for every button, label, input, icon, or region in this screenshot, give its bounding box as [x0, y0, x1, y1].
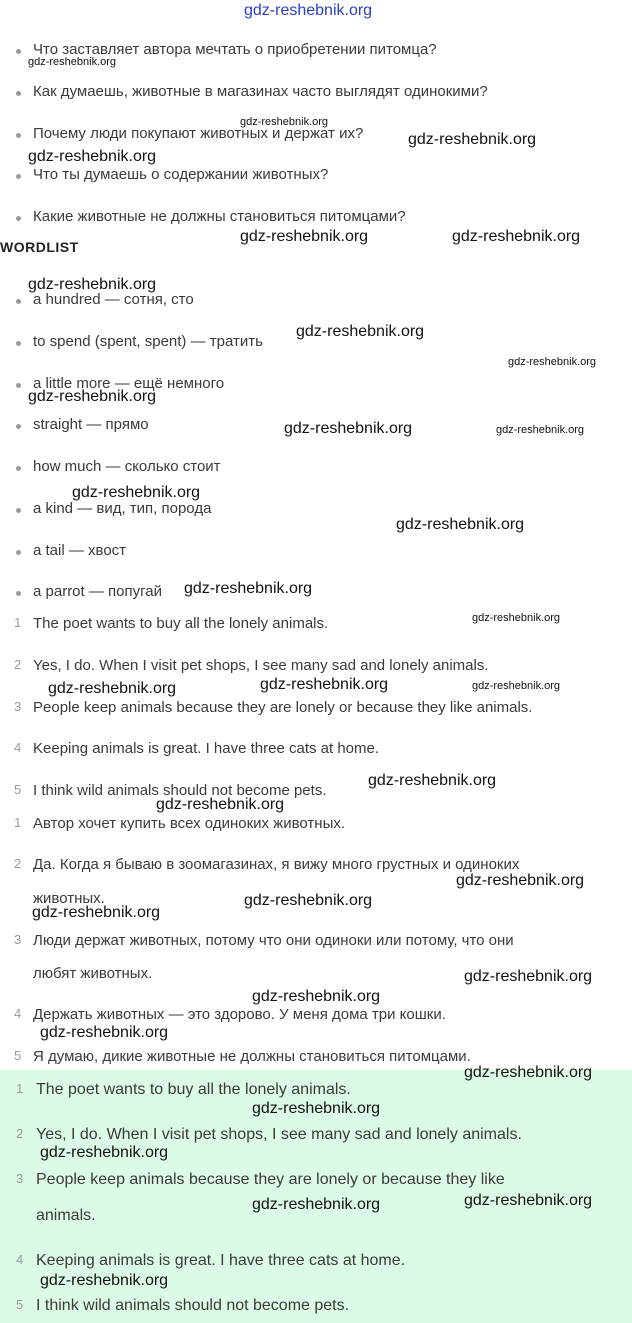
watermark: gdz-reshebnik.org — [408, 131, 537, 148]
watermark: gdz-reshebnik.org — [296, 323, 425, 340]
watermark: gdz-reshebnik.org — [72, 484, 201, 501]
watermark: gdz-reshebnik.org — [28, 148, 157, 165]
watermark: gdz-reshebnik.org — [508, 356, 597, 368]
watermark: gdz-reshebnik.org — [28, 276, 157, 293]
watermark: gdz-reshebnik.org — [40, 1024, 169, 1041]
watermark: gdz-reshebnik.org — [244, 892, 373, 909]
bullet-icon — [16, 508, 21, 513]
watermark: gdz-reshebnik.org — [252, 1100, 381, 1117]
watermark: gdz-reshebnik.org — [48, 680, 177, 697]
watermark: gdz-reshebnik.org — [252, 988, 381, 1005]
watermark: gdz-reshebnik.org — [240, 228, 369, 245]
watermark: gdz-reshebnik.org — [284, 420, 413, 437]
bullet-icon — [16, 591, 21, 596]
bullet-icon — [16, 383, 21, 388]
bullet-icon — [16, 299, 21, 304]
header-watermark[interactable]: gdz-reshebnik.org — [244, 2, 373, 19]
bullet-icon — [16, 341, 21, 346]
watermark: gdz-reshebnik.org — [472, 612, 561, 624]
wordlist-heading: WORDLIST — [0, 239, 79, 255]
watermark: gdz-reshebnik.org — [240, 116, 329, 128]
watermark: gdz-reshebnik.org — [396, 516, 525, 533]
watermark: gdz-reshebnik.org — [32, 904, 161, 921]
watermark: gdz-reshebnik.org — [40, 1144, 169, 1161]
bullet-icon — [16, 174, 21, 179]
watermark: gdz-reshebnik.org — [456, 872, 585, 889]
bullet-icon — [16, 91, 21, 96]
watermark: gdz-reshebnik.org — [452, 228, 581, 245]
watermark: gdz-reshebnik.org — [472, 680, 561, 692]
watermark: gdz-reshebnik.org — [252, 1196, 381, 1213]
bullet-icon — [16, 550, 21, 555]
watermark: gdz-reshebnik.org — [28, 388, 157, 405]
bullet-icon — [16, 216, 21, 221]
bullet-icon — [16, 49, 21, 54]
bullet-icon — [16, 466, 21, 471]
bullet-icon — [16, 133, 21, 138]
watermark: gdz-reshebnik.org — [368, 772, 497, 789]
watermark: gdz-reshebnik.org — [464, 1064, 593, 1081]
watermark: gdz-reshebnik.org — [156, 796, 285, 813]
watermark: gdz-reshebnik.org — [184, 580, 313, 597]
watermark: gdz-reshebnik.org — [464, 1192, 593, 1209]
watermark: gdz-reshebnik.org — [260, 676, 389, 693]
watermark: gdz-reshebnik.org — [464, 968, 593, 985]
watermark: gdz-reshebnik.org — [496, 424, 585, 436]
bullet-icon — [16, 424, 21, 429]
watermark: gdz-reshebnik.org — [28, 56, 117, 68]
watermark: gdz-reshebnik.org — [40, 1272, 169, 1289]
